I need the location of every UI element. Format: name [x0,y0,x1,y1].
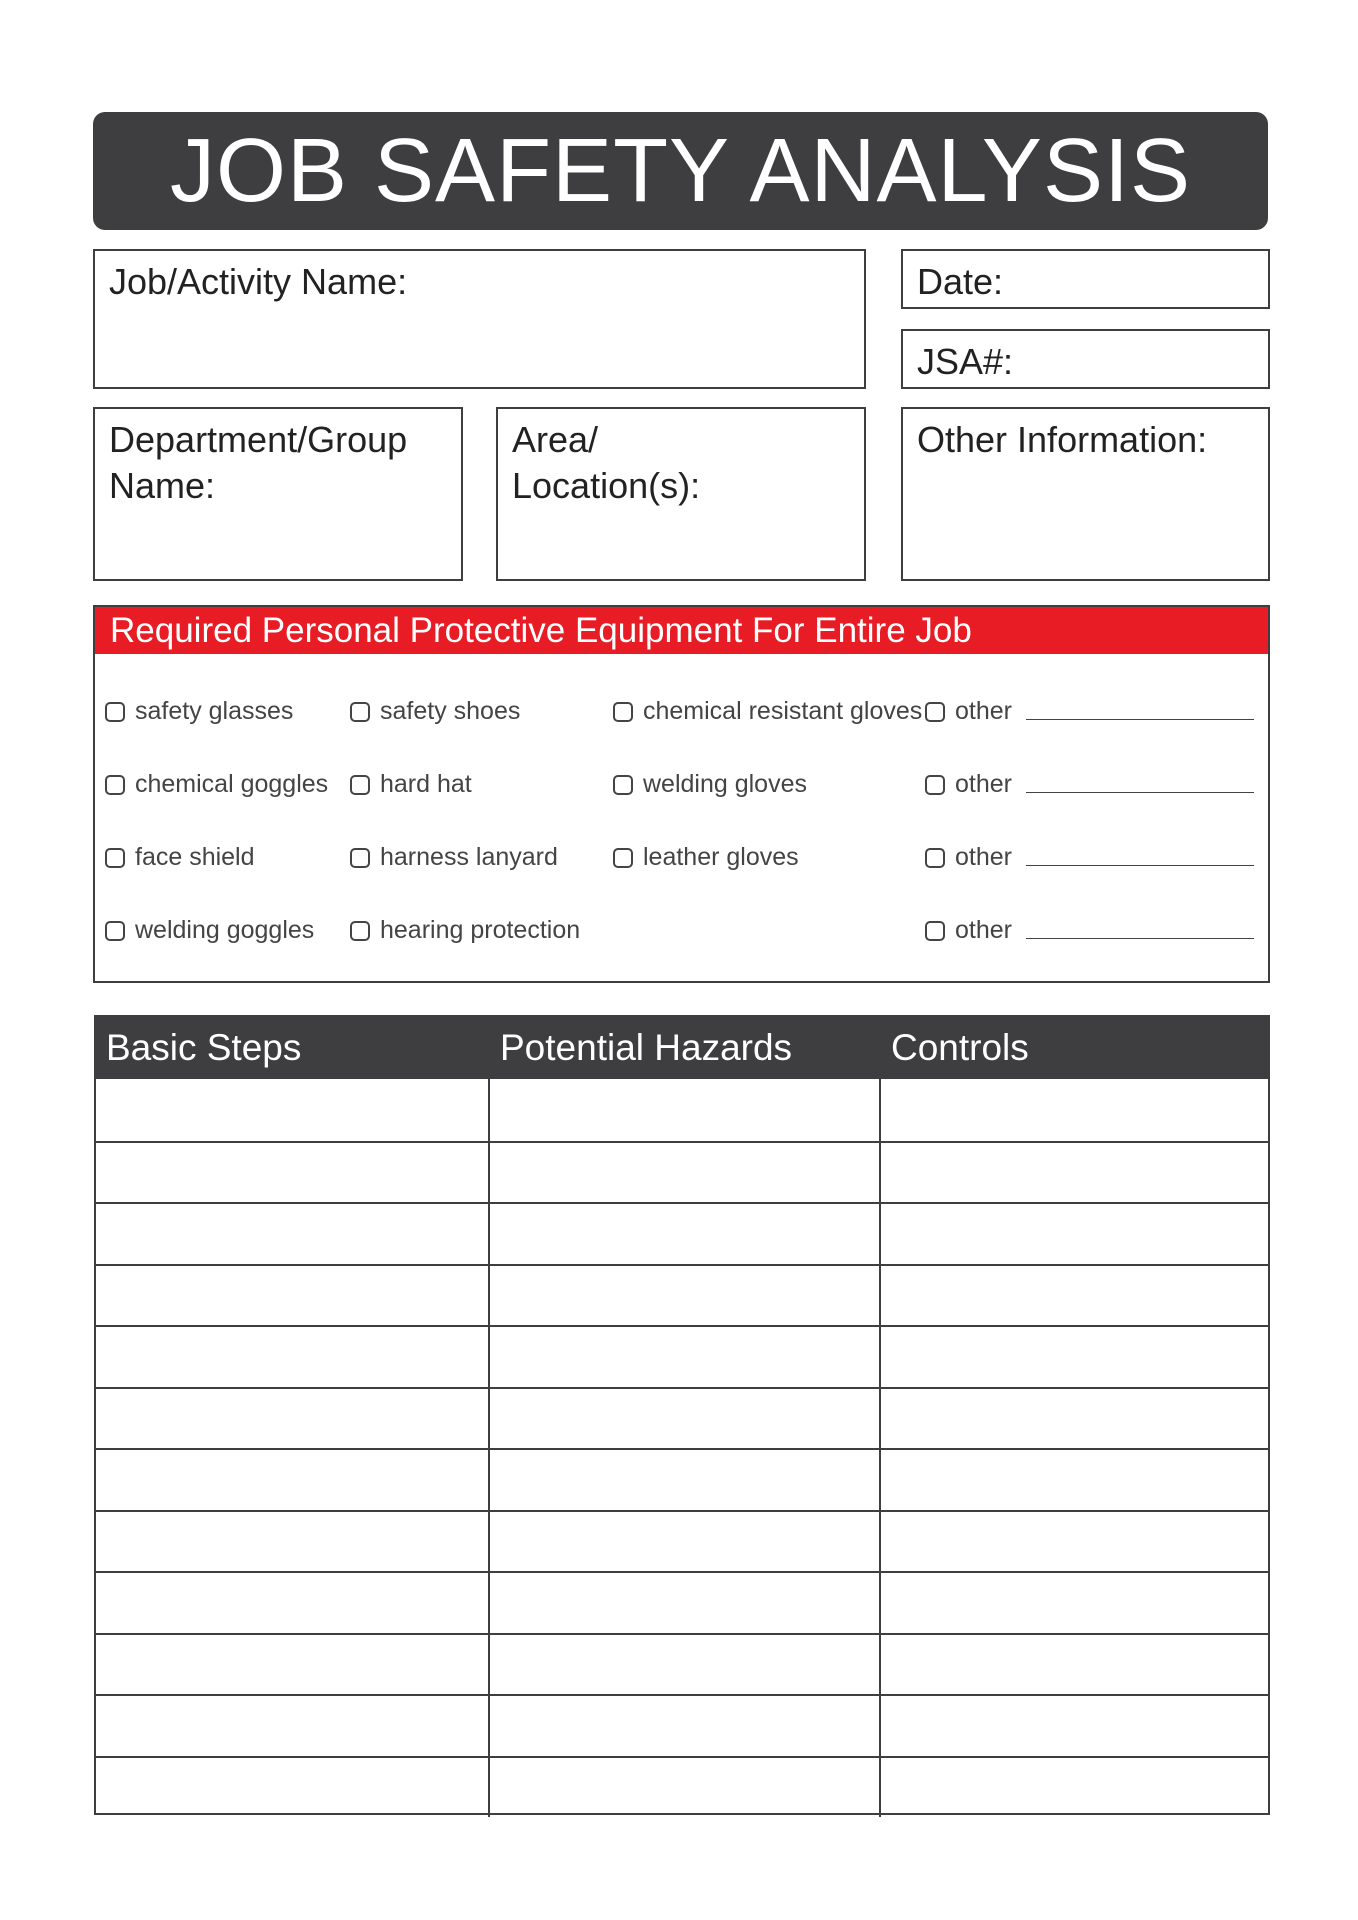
department-label-line2: Name: [109,465,216,506]
other-information-label: Other Information: [917,419,1208,460]
basic-step-cell[interactable] [96,1204,488,1264]
ppe-label: safety glasses [135,697,294,725]
potential-hazard-cell[interactable] [488,1573,879,1633]
ppe-label: other [955,697,1012,725]
checkbox-icon[interactable] [105,775,125,795]
basic-step-cell[interactable] [96,1389,488,1449]
ppe-option-other[interactable] [925,770,1254,799]
page-title: JOB SAFETY ANALYSIS [93,112,1268,230]
table-row [96,1510,1268,1572]
ppe-option[interactable] [105,697,293,726]
basic-step-cell[interactable] [96,1450,488,1510]
basic-step-cell[interactable] [96,1758,488,1818]
potential-hazard-cell[interactable] [488,1758,879,1818]
ppe-label: other [955,843,1012,871]
checkbox-icon[interactable] [925,702,945,722]
control-cell[interactable] [879,1143,1268,1203]
ppe-label: harness lanyard [380,843,558,871]
basic-step-cell[interactable] [96,1143,488,1203]
ppe-option[interactable] [105,770,328,799]
ppe-option[interactable] [613,843,799,872]
other-fill-line[interactable] [1026,937,1254,939]
area-location-label [512,417,700,509]
ppe-option[interactable] [105,916,314,945]
table-row [96,1448,1268,1510]
ppe-header: Required Personal Protective Equipment For Entire Job [95,607,1268,654]
jsa-number-field[interactable] [901,329,1270,389]
checkbox-icon[interactable] [925,921,945,941]
checkbox-icon[interactable] [613,775,633,795]
ppe-label: other [955,770,1012,798]
basic-step-cell[interactable] [96,1079,488,1141]
other-information-field[interactable] [901,407,1270,581]
date-field[interactable] [901,249,1270,309]
table-row [96,1756,1268,1818]
control-cell[interactable] [879,1327,1268,1387]
table-row [96,1264,1268,1326]
ppe-label: welding goggles [135,916,315,944]
ppe-option[interactable] [613,697,922,726]
table-row [96,1571,1268,1633]
potential-hazard-cell[interactable] [488,1079,879,1141]
basic-step-cell[interactable] [96,1635,488,1695]
job-activity-name-field[interactable] [93,249,866,389]
ppe-label: hearing protection [380,916,581,944]
table-row [96,1325,1268,1387]
ppe-label: welding gloves [643,770,807,798]
table-row [96,1079,1268,1141]
potential-hazard-cell[interactable] [488,1512,879,1572]
basic-step-cell[interactable] [96,1573,488,1633]
checkbox-icon[interactable] [925,848,945,868]
potential-hazard-cell[interactable] [488,1389,879,1449]
ppe-option[interactable] [350,770,472,799]
control-cell[interactable] [879,1266,1268,1326]
potential-hazard-cell[interactable] [488,1635,879,1695]
ppe-section [93,605,1270,983]
department-group-name-field[interactable] [93,407,463,581]
other-fill-line[interactable] [1026,718,1254,720]
control-cell[interactable] [879,1696,1268,1756]
jsa-table [94,1015,1270,1815]
checkbox-icon[interactable] [350,702,370,722]
table-row [96,1141,1268,1203]
checkbox-icon[interactable] [350,848,370,868]
ppe-label: leather gloves [643,843,799,871]
checkbox-icon[interactable] [105,848,125,868]
potential-hazard-cell[interactable] [488,1266,879,1326]
area-label-line1: Area/ [512,419,599,460]
checkbox-icon[interactable] [350,921,370,941]
control-cell[interactable] [879,1450,1268,1510]
basic-step-cell[interactable] [96,1512,488,1572]
ppe-option[interactable] [350,697,520,726]
potential-hazard-cell[interactable] [488,1143,879,1203]
control-cell[interactable] [879,1204,1268,1264]
table-row [96,1202,1268,1264]
ppe-option-other[interactable] [925,916,1254,945]
ppe-option-other[interactable] [925,843,1254,872]
potential-hazard-cell[interactable] [488,1204,879,1264]
checkbox-icon[interactable] [105,921,125,941]
basic-step-cell[interactable] [96,1696,488,1756]
other-fill-line[interactable] [1026,791,1254,793]
ppe-label: chemical resistant gloves [643,697,923,725]
jsa-number-label: JSA#: [917,341,1014,382]
checkbox-icon[interactable] [925,775,945,795]
control-cell[interactable] [879,1758,1268,1818]
ppe-option[interactable] [613,770,807,799]
ppe-label: face shield [135,843,255,871]
ppe-option-other[interactable] [925,697,1254,726]
control-cell[interactable] [879,1389,1268,1449]
department-group-name-label [109,417,407,509]
basic-step-cell[interactable] [96,1327,488,1387]
ppe-option[interactable] [350,916,580,945]
control-cell[interactable] [879,1573,1268,1633]
header-potential-hazards: Potential Hazards [488,1017,879,1079]
department-label-line1: Department/Group [109,419,408,460]
table-row [96,1633,1268,1695]
area-label-line2: Location(s): [512,465,701,506]
basic-step-cell[interactable] [96,1266,488,1326]
ppe-label: hard hat [380,770,472,798]
area-location-field[interactable] [496,407,866,581]
checkbox-icon[interactable] [613,848,633,868]
ppe-option[interactable] [350,843,558,872]
table-header [96,1017,1268,1079]
control-cell[interactable] [879,1635,1268,1695]
checkbox-icon[interactable] [350,775,370,795]
control-cell[interactable] [879,1079,1268,1141]
control-cell[interactable] [879,1512,1268,1572]
table-body [96,1079,1268,1817]
other-fill-line[interactable] [1026,864,1254,866]
checkbox-icon[interactable] [613,702,633,722]
potential-hazard-cell[interactable] [488,1327,879,1387]
header-basic-steps: Basic Steps [106,1027,302,1068]
ppe-label: other [955,916,1012,944]
ppe-label: safety shoes [380,697,521,725]
ppe-label: chemical goggles [135,770,329,798]
header-controls: Controls [879,1017,1268,1079]
date-label: Date: [917,261,1004,302]
checkbox-icon[interactable] [105,702,125,722]
job-activity-name-label: Job/Activity Name: [109,261,408,302]
table-row [96,1694,1268,1756]
ppe-option[interactable] [105,843,255,872]
potential-hazard-cell[interactable] [488,1696,879,1756]
table-row [96,1387,1268,1449]
potential-hazard-cell[interactable] [488,1450,879,1510]
